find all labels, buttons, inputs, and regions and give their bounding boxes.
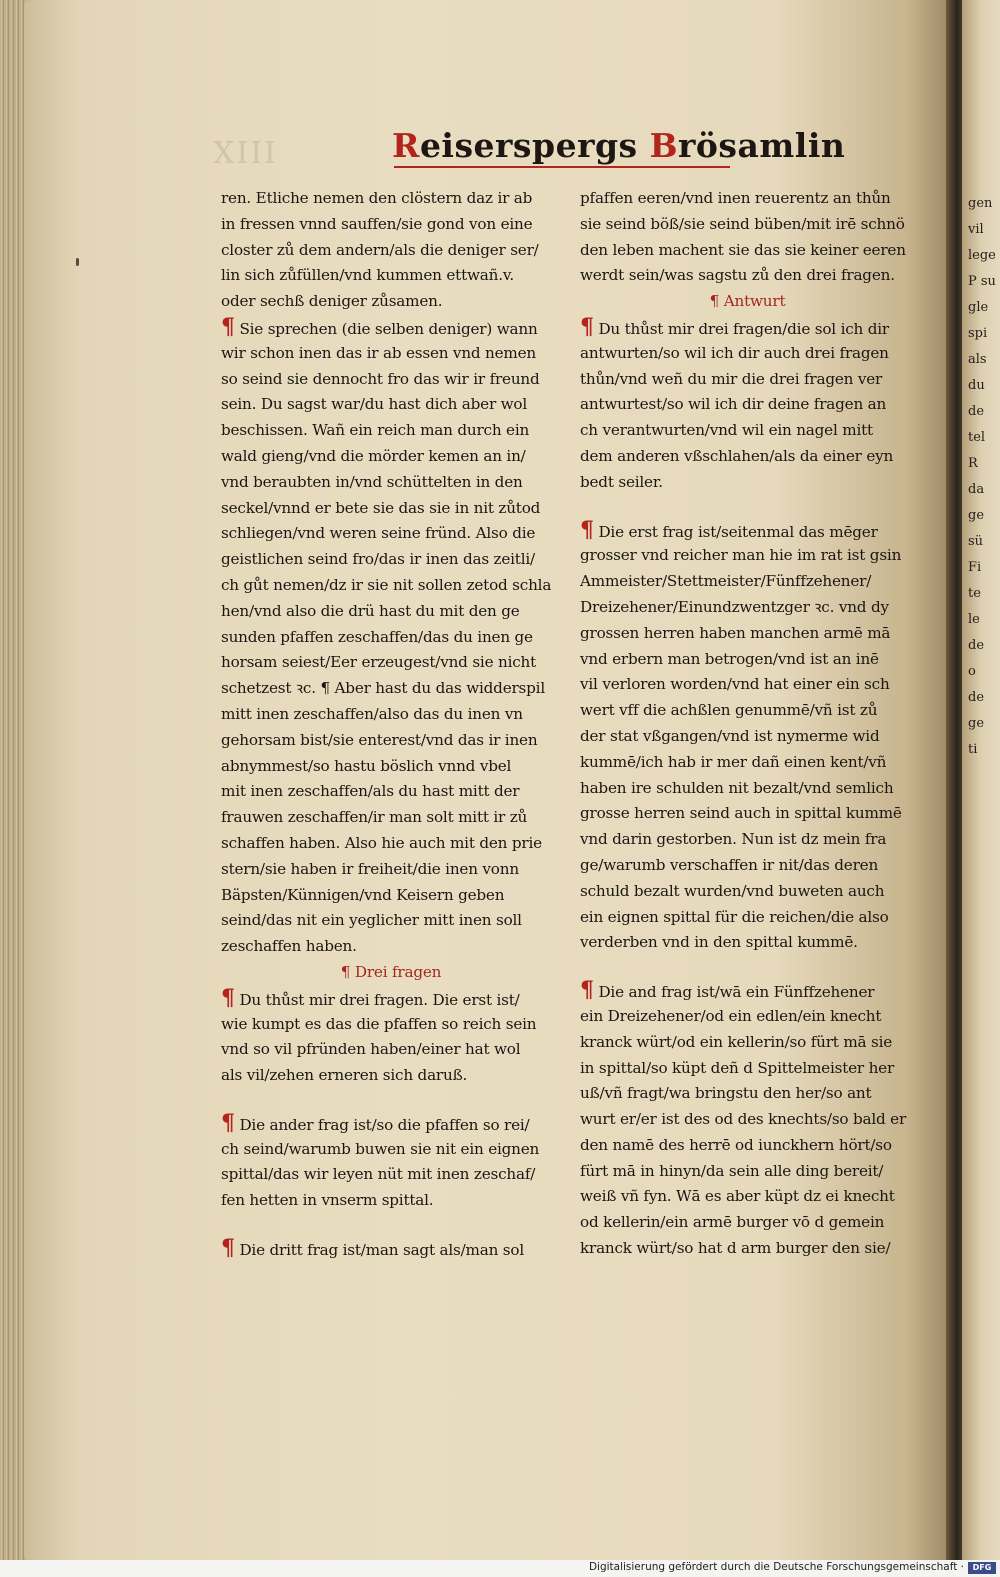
text-line: grossen herren haben manchen armē mā — [580, 623, 891, 642]
text-line: vnd so vil pfründen haben/einer hat wol — [221, 1040, 521, 1059]
right-paragraph-4 — [580, 978, 915, 1262]
text-line: ge/warumb verschaffen ir nit/das deren — [580, 855, 879, 874]
text-line: sunden pfaffen zeschaffen/das du inen ge — [221, 627, 533, 646]
ink-speck — [76, 258, 79, 266]
text-line-content: Die and frag ist/wā ein Fünffzehener — [593, 983, 875, 1002]
running-head-part-1: eiserspergs — [419, 126, 650, 165]
right-paragraph-2 — [580, 315, 915, 496]
text-line: ein Dreizehener/od ein edlen/ein knecht — [580, 1006, 882, 1025]
facing-page-fragment: ge — [968, 508, 985, 523]
right-column — [580, 186, 915, 1262]
text-line: zeschaffen haben. — [221, 937, 357, 956]
running-head — [392, 126, 845, 165]
footer-credit: Digitalisierung gefördert durch die Deutsche Forschungsgemeinschaft · — [588, 1561, 964, 1573]
facing-page-fragment: vil — [968, 222, 984, 237]
facing-page-fragment: da — [968, 482, 985, 497]
text-line: schaffen haben. Also hie auch mit den prie — [221, 833, 542, 852]
text-line: antwurtest/so wil ich dir deine fragen an — [580, 395, 887, 414]
text-line: so seind sie dennocht fro das wir ir freund — [221, 369, 540, 388]
text-line — [580, 315, 915, 341]
text-line: thůn/vnd weñ du mir die drei fragen ver — [580, 369, 883, 388]
text-line-content: Die ander frag ist/so die pfaffen so rei/ — [234, 1115, 530, 1134]
text-line: seind/das nit ein yeglicher mitt inen soll — [221, 911, 522, 930]
text-line: geistlichen seind fro/das ir inen das zeitli/ — [221, 550, 535, 569]
running-head-initial-2: B — [649, 126, 679, 165]
text-line: uß/vñ fragt/wa bringstu den her/so ant — [580, 1084, 872, 1103]
text-line: ch seind/warumb buwen sie nit ein eignen — [221, 1139, 540, 1158]
text-line-content: Die erst frag ist/seitenmal das mēger — [593, 522, 878, 541]
text-line: wert vff die achßlen genummē/vñ ist zů — [580, 701, 878, 720]
text-line: kummē/ich hab ir mer dañ einen kent/vñ — [580, 752, 887, 771]
text-line: sie seind böß/sie seind büben/mit irē schnö — [580, 214, 905, 233]
text-line: gehorsam bist/sie enterest/vnd das ir inen — [221, 730, 538, 749]
text-line: verderben vnd in den spittal kummē. — [580, 933, 858, 952]
text-line — [580, 978, 915, 1004]
left-rubric-heading: ¶ Drei fragen — [340, 962, 442, 981]
facing-page-fragment: ge — [968, 716, 985, 731]
right-paragraph-3 — [580, 518, 915, 957]
text-line: wald gieng/vnd die mörder kemen an in/ — [221, 446, 526, 465]
left-paragraph-2 — [221, 986, 561, 1089]
text-line: stern/sie haben ir freiheit/die inen vonn — [221, 859, 519, 878]
text-line — [580, 518, 915, 544]
left-column — [221, 186, 561, 1262]
facing-page-fragment: ti — [968, 742, 978, 757]
facing-page-fragment: spi — [968, 326, 988, 341]
text-line-content: Du thůst mir drei fragen/die sol ich dir — [593, 319, 889, 338]
text-line: closter zů dem andern/als die deniger ser/ — [221, 240, 539, 259]
text-line: kranck würt/od ein kellerin/so fürt mā sie — [580, 1032, 893, 1051]
pilcrow-mark: ¶ — [580, 977, 594, 1004]
text-line: schliegen/vnd weren seine fründ. Also die — [221, 524, 536, 543]
text-line: oder sechß deniger zůsamen. — [221, 292, 443, 311]
text-line: lin sich zůfüllen/vnd kummen ettwañ.v. — [221, 266, 515, 285]
text-line: horsam seiest/Eer erzeugest/vnd sie nicht — [221, 653, 537, 672]
text-line: Bäpsten/Künnigen/vnd Keisern geben — [221, 885, 505, 904]
text-line: schetzest ꝛc. ¶ Aber hast du das widderspil — [221, 679, 545, 698]
facing-page-fragment: de — [968, 404, 985, 419]
facing-page-fragment: gle — [968, 300, 989, 315]
text-line-content: Sie sprechen (die selben deniger) wann — [234, 319, 538, 338]
text-line: den namē des herrē od iunckhern hört/so — [580, 1135, 892, 1154]
text-line: fen hetten in vnserm spittal. — [221, 1191, 434, 1210]
text-line: dem anderen vßschlahen/als da einer eyn — [580, 446, 894, 465]
left-paragraph-3 — [221, 1111, 561, 1214]
right-paragraph-1 — [580, 186, 915, 289]
text-line: abnymmest/so hastu böslich vnnd vbel — [221, 756, 512, 775]
text-line: spittal/das wir leyen nüt mit inen zeschaf/ — [221, 1165, 536, 1184]
facing-page-fragment: als — [968, 352, 987, 367]
text-line: haben ire schulden nit bezalt/vnd semlich — [580, 778, 894, 797]
facing-page-fragment: de — [968, 690, 985, 705]
left-paragraph-4 — [221, 1236, 561, 1262]
text-line: frauwen zeschaffen/ir man solt mitt ir zů — [221, 808, 528, 827]
text-line — [221, 1111, 561, 1137]
text-line — [221, 986, 561, 1012]
facing-page-edge — [962, 0, 1000, 1560]
facing-page-fragment: Fi — [968, 560, 982, 575]
dfg-logo: DFG — [968, 1562, 996, 1574]
text-line: grosse herren seind auch in spittal kummē — [580, 804, 902, 823]
facing-page-fragment: o — [968, 664, 976, 679]
text-line: bedt seiler. — [580, 472, 663, 491]
show-through-text: XIII — [213, 136, 278, 171]
facing-page-fragment: R — [968, 456, 978, 471]
text-line: weiß vñ fyn. Wā es aber küpt dz ei knecht — [580, 1187, 895, 1206]
text-line: wir schon inen das ir ab essen vnd nemen — [221, 343, 536, 362]
facing-page-fragment: lege — [968, 248, 996, 263]
facing-page-fragment: sü — [968, 534, 984, 549]
text-line: mit inen zeschaffen/als du hast mitt der — [221, 782, 520, 801]
text-line: in fressen vnnd sauffen/sie gond von eine — [221, 214, 533, 233]
pilcrow-mark: ¶ — [221, 313, 235, 340]
text-line: vil verloren worden/vnd hat einer ein sch — [580, 675, 890, 694]
text-line: vnd darin gestorben. Nun ist dz mein fra — [580, 830, 887, 849]
text-line-content: Du thůst mir drei fragen. Die erst ist/ — [234, 990, 520, 1009]
text-line: beschissen. Wañ ein reich man durch ein — [221, 421, 530, 440]
text-line: pfaffen eeren/vnd inen reuerentz an thůn — [580, 189, 891, 207]
text-line: wie kumpt es das die pfaffen so reich sein — [221, 1014, 537, 1033]
pilcrow-mark: ¶ — [221, 1235, 235, 1262]
text-line: sein. Du sagst war/du hast dich aber wol — [221, 395, 528, 414]
text-line: vnd beraubten in/vnd schüttelten in den — [221, 472, 523, 491]
running-head-initial-1: R — [392, 126, 420, 165]
text-line — [221, 315, 561, 341]
facing-page-fragment: du — [968, 378, 985, 393]
pilcrow-mark: ¶ — [221, 1109, 235, 1136]
text-line: fürt mā in hinyn/da sein alle ding bereit/ — [580, 1161, 884, 1180]
text-line: ren. Etliche nemen den clöstern daz ir ab — [221, 189, 533, 207]
text-line: kranck würt/so hat d arm burger den sie/ — [580, 1239, 891, 1258]
text-line-content: Die dritt frag ist/man sagt als/man sol — [234, 1241, 524, 1260]
text-line: od kellerin/ein armē burger vō d gemein — [580, 1213, 885, 1232]
text-line: der stat vßgangen/vnd ist nymerme wid — [580, 726, 880, 745]
pilcrow-mark: ¶ — [221, 984, 235, 1011]
right-rubric-heading: ¶ Antwurt — [709, 292, 786, 311]
text-line: den leben machent sie das sie keiner eeren — [580, 240, 906, 259]
facing-page-fragment: P su — [968, 274, 996, 289]
text-line: mitt inen zeschaffen/also das du inen vn — [221, 704, 523, 723]
facing-page-fragment: de — [968, 638, 985, 653]
text-line — [221, 1236, 561, 1262]
text-line: seckel/vnnd er bete sie das sie in nit zůtod — [221, 498, 541, 517]
facing-page-fragment: gen — [968, 196, 993, 211]
running-head-rule — [394, 166, 730, 168]
text-line: ch gůt nemen/dz ir sie nit sollen zetod schla — [221, 575, 552, 594]
running-head-part-2: rösamlin — [678, 126, 846, 165]
facing-page-fragment: le — [968, 612, 980, 627]
text-line: ein eignen spittal für die reichen/die also — [580, 907, 889, 926]
text-line: in spittal/so küpt deñ d Spittelmeister her — [580, 1058, 895, 1077]
text-line: schuld bezalt wurden/vnd buweten auch — [580, 881, 885, 900]
facing-page-fragment: tel — [968, 430, 986, 445]
facing-page-fragment: te — [968, 586, 981, 601]
text-line: hen/vnd also die drü hast du mit den ge — [221, 601, 520, 620]
text-line: Ammeister/Stettmeister/Fünffzehener/ — [580, 572, 872, 591]
left-paragraph-1 — [221, 186, 561, 960]
text-line: als vil/zehen erneren sich daruß. — [221, 1066, 468, 1085]
text-line: vnd erbern man betrogen/vnd ist an inē — [580, 649, 879, 668]
text-line: antwurten/so wil ich dir auch drei fragen — [580, 343, 889, 362]
pilcrow-mark: ¶ — [580, 516, 594, 543]
pilcrow-mark: ¶ — [580, 313, 594, 340]
text-line: Dreizehener/Einundzwentzger ꝛc. vnd dy — [580, 597, 889, 616]
text-line: werdt sein/was sagstu zů den drei fragen. — [580, 266, 895, 285]
text-line: wurt er/er ist des od des knechts/so bald er — [580, 1110, 907, 1129]
text-line: ch verantwurten/vnd wil ein nagel mitt — [580, 421, 873, 440]
footer-bar — [0, 1560, 1000, 1577]
text-line: grosser vnd reicher man hie im rat ist gsin — [580, 546, 902, 565]
